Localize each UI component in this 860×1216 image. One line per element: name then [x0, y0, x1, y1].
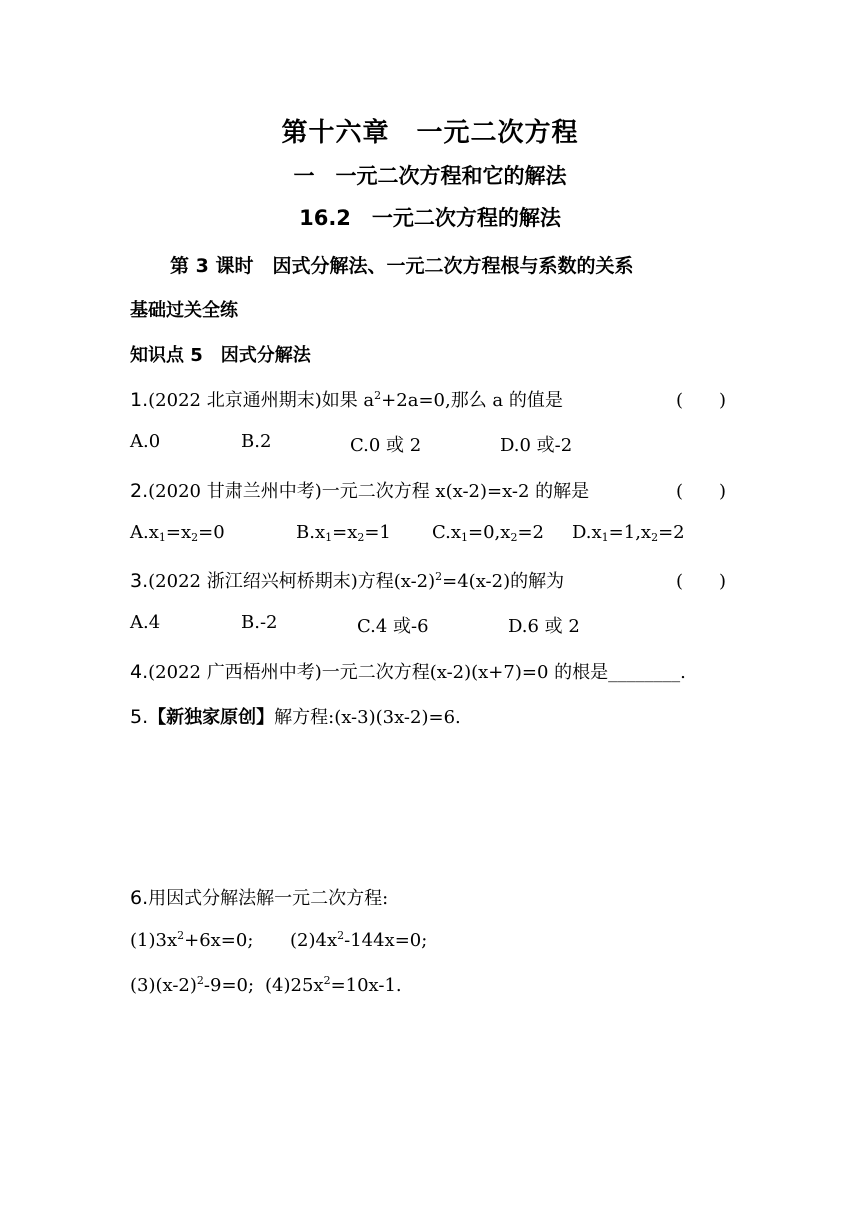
question-number: 3. [130, 570, 149, 592]
sub-problem-1 [130, 929, 253, 951]
subscript: 1 [601, 531, 609, 544]
equation-text: (4)25x [265, 975, 324, 996]
question-number: 4. [130, 661, 149, 683]
answer-paren: ( ) [676, 481, 727, 502]
equation-text: (3)(x-2) [130, 975, 197, 996]
question-text: (2022 广西梧州中考)一元二次方程(x-2)(x+7)=0 的根是________. [148, 662, 686, 683]
equation-text: -144x=0; [344, 930, 428, 951]
superscript: 2 [323, 974, 331, 987]
answer-paren: ( ) [676, 390, 727, 411]
option-text: C.x [432, 522, 462, 543]
option-text: A.x [130, 522, 159, 543]
question-1 [130, 386, 563, 412]
option-b: B.-2 [241, 612, 278, 633]
question-text: 用因式分解法解一元二次方程: [148, 888, 389, 909]
subscript: 2 [651, 531, 659, 544]
sub-problem-2 [290, 929, 427, 951]
question-5 [130, 703, 461, 729]
question-text: (2022 北京通州期末)如果 a [148, 390, 375, 411]
sub-problem-3 [130, 974, 254, 996]
question-text: (2022 浙江绍兴柯桥期末)方程(x-2) [148, 571, 436, 592]
option-text: =2 [658, 522, 685, 543]
sub-problem-4 [265, 974, 402, 996]
question-number: 1. [130, 389, 149, 411]
superscript: 2 [374, 389, 382, 402]
subscript: 1 [158, 531, 166, 544]
question-text: (2020 甘肃兰州中考)一元二次方程 x(x-2)=x-2 的解是 [148, 481, 590, 502]
subscript: 2 [510, 531, 518, 544]
option-text: =1,x [608, 522, 652, 543]
option-a: A.0 [130, 431, 161, 452]
question-4 [130, 658, 686, 684]
option-c [432, 522, 544, 544]
answer-paren: ( ) [676, 571, 727, 592]
option-a [130, 522, 225, 544]
option-text: =0,x [468, 522, 511, 543]
equation-text: (2)4x [290, 930, 338, 951]
option-d: D.6 或 2 [508, 616, 580, 637]
option-c: C.4 或-6 [357, 616, 429, 637]
part-title: 基础过关全练 [130, 300, 238, 321]
section-title: 一 一元二次方程和它的解法 [293, 164, 567, 188]
option-b [296, 522, 391, 544]
question-number: 5. [130, 706, 149, 728]
option-d [572, 522, 685, 544]
option-text: =x [332, 522, 358, 543]
option-d: D.0 或-2 [500, 435, 573, 456]
question-number: 2. [130, 480, 149, 502]
subscript: 1 [461, 531, 469, 544]
option-text: =2 [517, 522, 544, 543]
option-c: C.0 或 2 [350, 435, 422, 456]
question-text: =4(x-2)的解为 [442, 571, 565, 592]
superscript: 2 [177, 929, 185, 942]
option-text: =0 [198, 522, 225, 543]
subscript: 2 [357, 531, 365, 544]
subscript: 1 [325, 531, 333, 544]
option-text: B.x [296, 522, 326, 543]
superscript: 2 [337, 929, 345, 942]
question-text: 解方程:(x-3)(3x-2)=6. [274, 707, 461, 728]
question-3 [130, 567, 564, 593]
knowledge-point-title: 知识点 5 因式分解法 [130, 345, 311, 366]
equation-text: (1)3x [130, 930, 178, 951]
question-2 [130, 477, 589, 503]
question-text: +2a=0,那么 a 的值是 [381, 390, 563, 411]
question-number: 6. [130, 887, 149, 909]
chapter-title: 第十六章 一元二次方程 [281, 118, 579, 148]
equation-text: -9=0; [203, 975, 255, 996]
lesson-title: 第 3 课时 因式分解法、一元二次方程根与系数的关系 [170, 255, 634, 277]
option-a: A.4 [130, 612, 161, 633]
option-text: =1 [364, 522, 391, 543]
equation-text: +6x=0; [184, 930, 254, 951]
equation-text: =10x-1. [330, 975, 402, 996]
option-text: D.x [572, 522, 602, 543]
subscript: 2 [191, 531, 199, 544]
option-text: =x [165, 522, 192, 543]
option-b: B.2 [241, 431, 272, 452]
question-6 [130, 884, 388, 910]
original-tag: 【新独家原创】 [148, 707, 275, 728]
superscript: 2 [435, 570, 443, 583]
subsection-title: 16.2 一元二次方程的解法 [299, 206, 561, 230]
superscript: 2 [196, 974, 204, 987]
